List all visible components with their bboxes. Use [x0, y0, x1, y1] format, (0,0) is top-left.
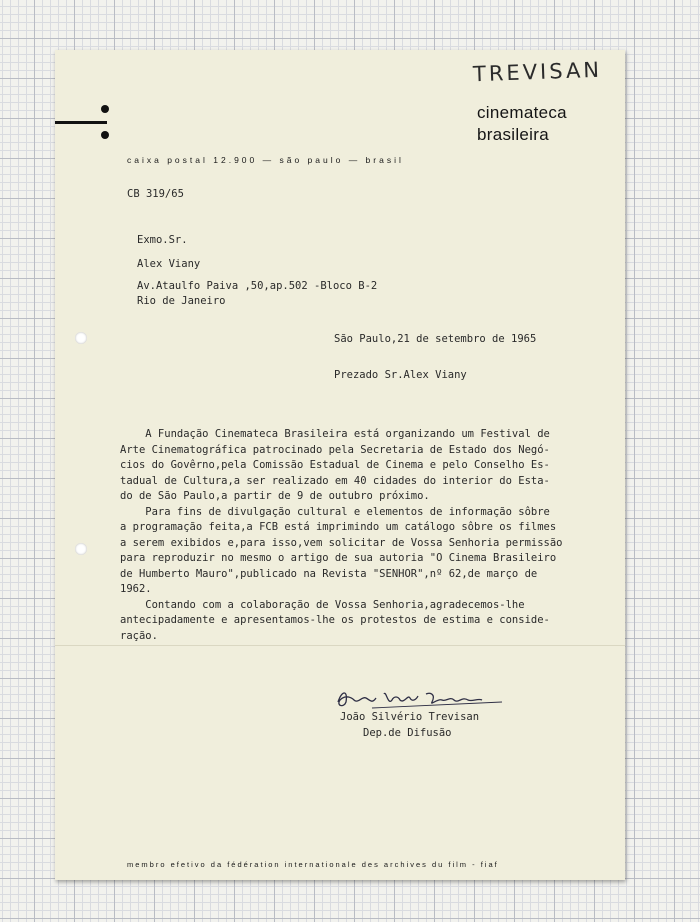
- body-line: para reproduzir no mesmo o artigo de sua autoria "O Cinema Brasileiro: [120, 552, 557, 564]
- reference-number: CB 319/65: [127, 188, 184, 200]
- body-line: 1962.: [120, 583, 152, 595]
- recipient-salutation: Exmo.Sr.: [137, 234, 188, 246]
- punch-hole-bottom: [75, 543, 87, 555]
- punch-hole-top: [75, 332, 87, 344]
- greeting: Prezado Sr.Alex Viany: [334, 369, 467, 381]
- body-line: cios do Govêrno,pela Comissão Estadual de Cinema e pelo Conselho Es-: [120, 459, 550, 471]
- fold-line: [55, 645, 625, 646]
- logo-bar: [55, 121, 107, 124]
- body-line: Para fins de divulgação cultural e elementos de informação sôbre: [120, 505, 550, 518]
- body-line: tadual de Cultura,a ser realizado em 40 cidades do interior do Esta-: [120, 474, 550, 487]
- body-line: Contando com a colaboração de Vossa Senhoria,agradecemos-lhe: [120, 598, 525, 611]
- body-line: A Fundação Cinemateca Brasileira está organizando um Festival de: [120, 428, 550, 440]
- body-line: a programação feita,a FCB está imprimindo um catálogo sôbre os filmes: [120, 521, 557, 533]
- date-line: São Paulo,21 de setembro de 1965: [334, 333, 537, 345]
- handwritten-signature: [332, 686, 512, 712]
- body-line: do de São Paulo,a partir de 9 de outubro próximo.: [120, 490, 430, 502]
- footer-membership: membro efetivo da fédération internationale des archives du film - fiaf: [127, 860, 499, 869]
- recipient-name: Alex Viany: [137, 258, 201, 270]
- logo-dot-bottom: [101, 131, 109, 139]
- handwritten-annotation: TREVISAN: [472, 57, 603, 87]
- body-line: Arte Cinematográfica patrocinado pela Secretaria de Estado dos Negó-: [120, 443, 550, 456]
- letter-body: [120, 427, 620, 644]
- recipient-city: Rio de Janeiro: [137, 295, 226, 307]
- letterhead-address: caixa postal 12.900 — são paulo — brasil: [127, 155, 404, 165]
- signatory-name: João Silvério Trevisan: [340, 711, 480, 723]
- body-line: antecipadamente e apresentamos-lhe os protestos de estima e conside-: [120, 614, 550, 626]
- body-line: a serem exibidos e,para isso,vem solicitar de Vossa Senhoria permissão: [120, 536, 563, 549]
- brand-name-line1: cinemateca: [477, 103, 567, 122]
- body-line: de Humberto Mauro",publicado na Revista "SENHOR",nº 62,de março de: [120, 567, 538, 580]
- recipient-street: Av.Ataulfo Paiva ,50,ap.502 -Bloco B-2: [137, 280, 378, 292]
- letter-page: [55, 50, 625, 880]
- logo-dot-top: [101, 105, 109, 113]
- signatory-department: Dep.de Difusão: [363, 727, 452, 739]
- brand-name-line2: brasileira: [477, 125, 549, 144]
- body-line: ração.: [120, 629, 158, 642]
